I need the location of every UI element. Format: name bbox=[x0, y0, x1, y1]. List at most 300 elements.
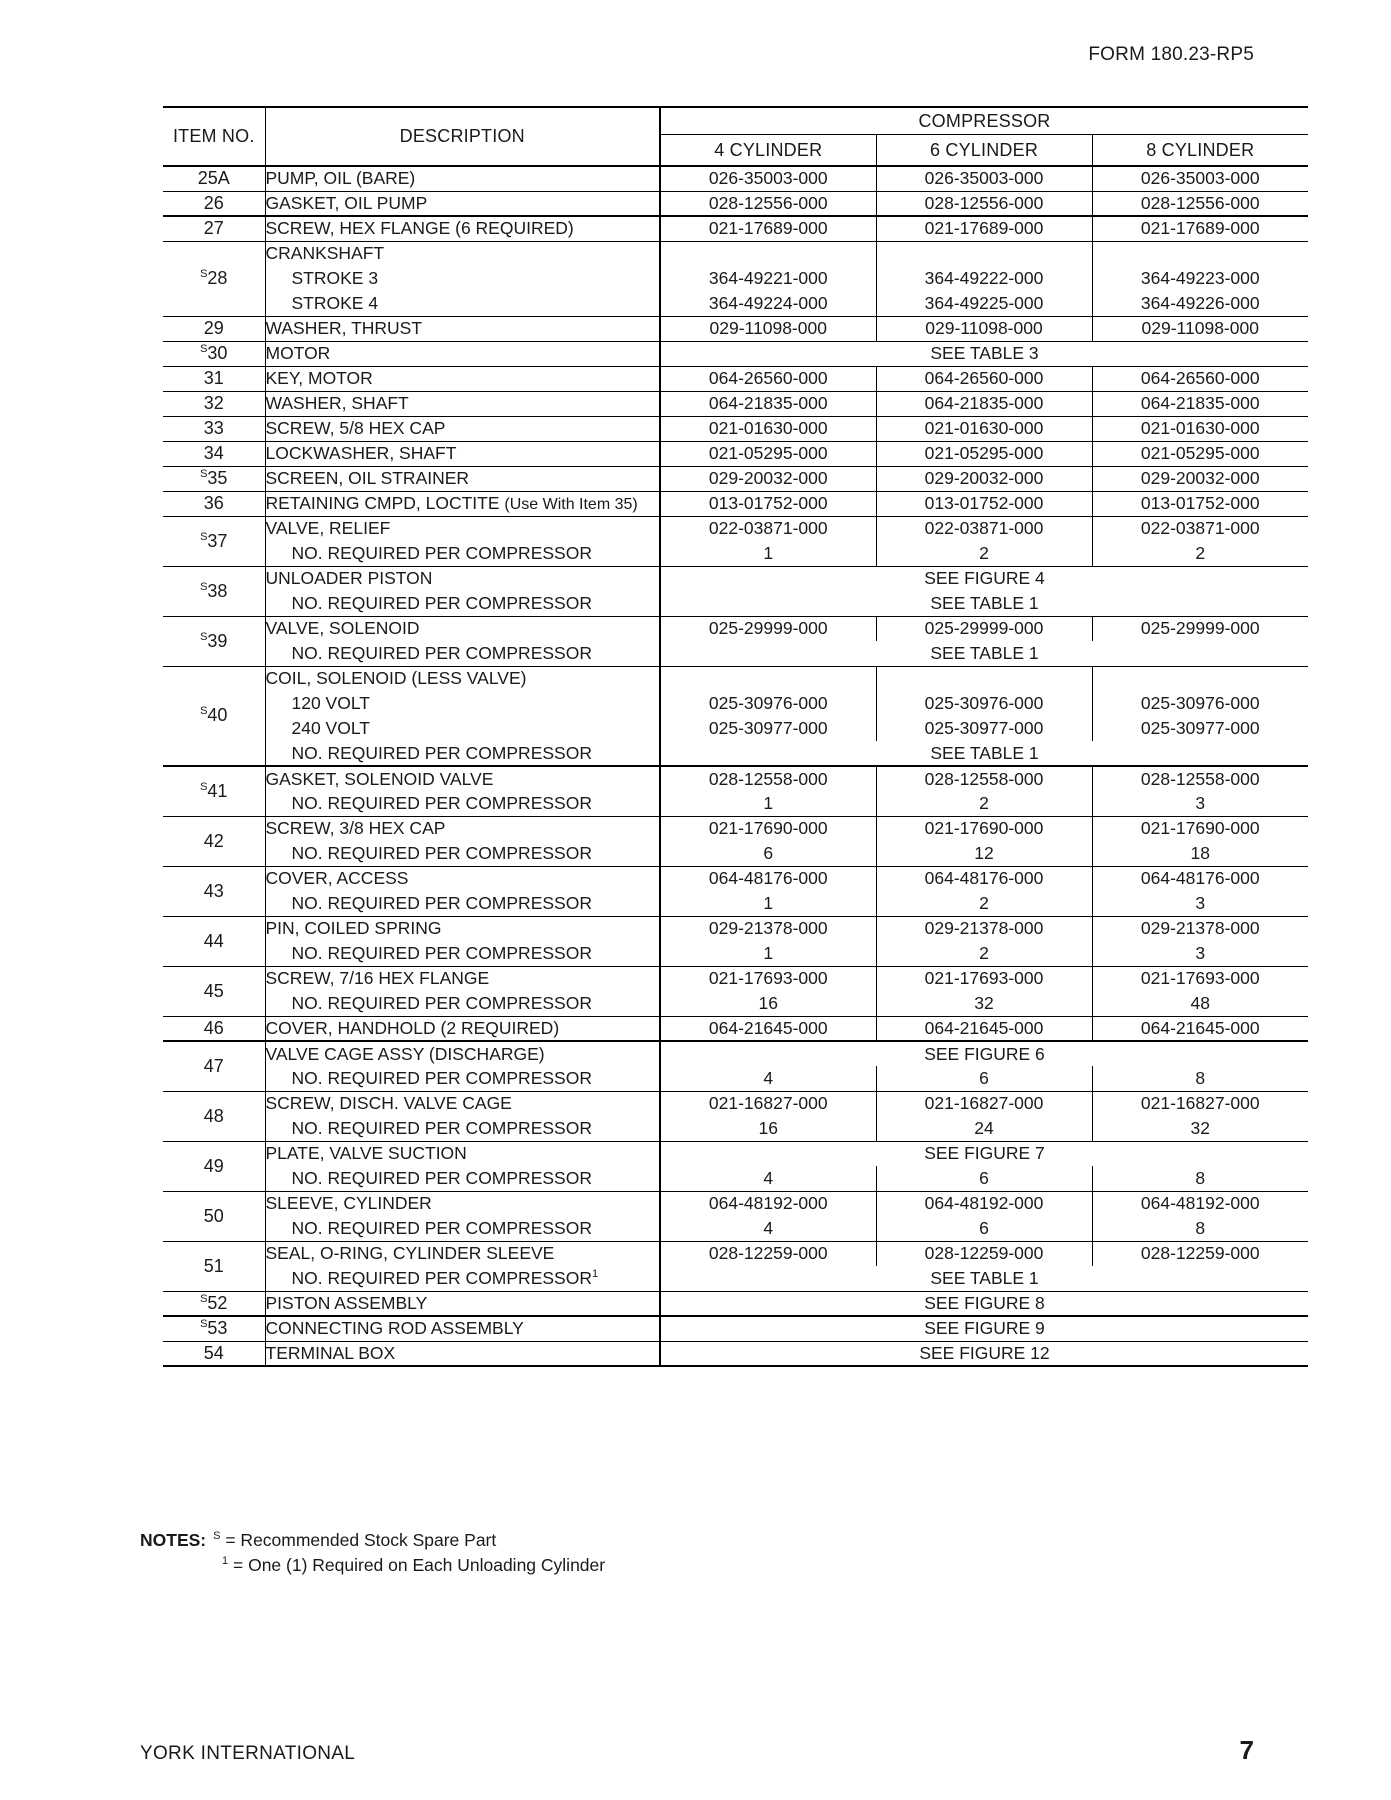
cell-description bbox=[265, 366, 660, 391]
cell-span-reference: SEE FIGURE 8 bbox=[660, 1291, 1308, 1316]
cell-4-cylinder: 4 bbox=[660, 1166, 876, 1191]
cell-4-cylinder: 021-17689-000 bbox=[660, 216, 876, 241]
description-text: NO. REQUIRED PER COMPRESSOR bbox=[291, 992, 592, 1013]
cell-8-cylinder: 021-17690-000 bbox=[1092, 816, 1308, 841]
cell-item-no: 47 bbox=[163, 1041, 265, 1091]
description-text: NO. REQUIRED PER COMPRESSOR bbox=[291, 842, 592, 863]
description-text: NO. REQUIRED PER COMPRESSOR bbox=[291, 1217, 592, 1238]
stock-spare-marker: S bbox=[200, 705, 208, 718]
cell-4-cylinder: 4 bbox=[660, 1216, 876, 1241]
notes-block bbox=[140, 1528, 605, 1579]
cell-4-cylinder: 028-12558-000 bbox=[660, 766, 876, 791]
cell-description bbox=[265, 616, 660, 641]
description-text: NO. REQUIRED PER COMPRESSOR bbox=[291, 1067, 592, 1088]
cell-6-cylinder: 064-21645-000 bbox=[876, 1016, 1092, 1041]
stock-spare-marker: S bbox=[200, 530, 208, 543]
cell-8-cylinder: 022-03871-000 bbox=[1092, 516, 1308, 541]
cell-item-no: 31 bbox=[163, 366, 265, 391]
cell-8-cylinder: 021-05295-000 bbox=[1092, 441, 1308, 466]
table-row bbox=[163, 541, 1308, 566]
description-text: COIL, SOLENOID (LESS VALVE) bbox=[265, 668, 527, 689]
description-text: GASKET, OIL PUMP bbox=[265, 192, 428, 213]
cell-description bbox=[265, 541, 660, 566]
cell-8-cylinder: 3 bbox=[1092, 891, 1308, 916]
table-row bbox=[163, 491, 1308, 516]
cell-6-cylinder: 6 bbox=[876, 1066, 1092, 1091]
column-header-description: DESCRIPTION bbox=[265, 107, 660, 166]
cell-8-cylinder: 021-01630-000 bbox=[1092, 416, 1308, 441]
cell-4-cylinder: 064-21835-000 bbox=[660, 391, 876, 416]
cell-8-cylinder: 364-49226-000 bbox=[1092, 291, 1308, 316]
cell-6-cylinder: 6 bbox=[876, 1216, 1092, 1241]
table-row bbox=[163, 816, 1308, 841]
cell-8-cylinder: 026-35003-000 bbox=[1092, 166, 1308, 191]
stock-spare-marker: S bbox=[200, 580, 208, 593]
cell-8-cylinder: 013-01752-000 bbox=[1092, 491, 1308, 516]
table-row bbox=[163, 891, 1308, 916]
cell-description bbox=[265, 1116, 660, 1141]
cell-8-cylinder: 8 bbox=[1092, 1216, 1308, 1241]
cell-description bbox=[265, 1166, 660, 1191]
cell-6-cylinder: 064-21835-000 bbox=[876, 391, 1092, 416]
cell-6-cylinder: 028-12556-000 bbox=[876, 191, 1092, 216]
table-row bbox=[163, 1016, 1308, 1041]
cell-span-reference: SEE FIGURE 12 bbox=[660, 1341, 1308, 1366]
description-text: VALVE CAGE ASSY (DISCHARGE) bbox=[265, 1043, 545, 1064]
table-row bbox=[163, 991, 1308, 1016]
cell-6-cylinder: 021-16827-000 bbox=[876, 1091, 1092, 1116]
cell-4-cylinder: 064-48192-000 bbox=[660, 1191, 876, 1216]
cell-item-no: 42 bbox=[163, 816, 265, 866]
cell-4-cylinder: 4 bbox=[660, 1066, 876, 1091]
cell-4-cylinder: 1 bbox=[660, 791, 876, 816]
cell-4-cylinder: 364-49221-000 bbox=[660, 266, 876, 291]
table-row bbox=[163, 841, 1308, 866]
cell-6-cylinder bbox=[876, 666, 1092, 691]
cell-6-cylinder: 064-48176-000 bbox=[876, 866, 1092, 891]
cell-description bbox=[265, 591, 660, 616]
cell-8-cylinder: 3 bbox=[1092, 791, 1308, 816]
cell-6-cylinder: 026-35003-000 bbox=[876, 166, 1092, 191]
cell-description bbox=[265, 791, 660, 816]
cell-8-cylinder: 028-12558-000 bbox=[1092, 766, 1308, 791]
table-row bbox=[163, 616, 1308, 641]
cell-4-cylinder: 025-30976-000 bbox=[660, 691, 876, 716]
header-row-top bbox=[163, 107, 1308, 135]
cell-6-cylinder: 029-11098-000 bbox=[876, 316, 1092, 341]
cell-4-cylinder: 6 bbox=[660, 841, 876, 866]
column-header-8-cylinder: 8 CYLINDER bbox=[1092, 135, 1308, 167]
cell-8-cylinder: 028-12259-000 bbox=[1092, 1241, 1308, 1266]
stock-spare-marker: S bbox=[200, 343, 208, 355]
cell-description bbox=[265, 641, 660, 666]
cell-8-cylinder: 3 bbox=[1092, 941, 1308, 966]
cell-item-no: $^S$39 bbox=[163, 616, 265, 666]
table-row bbox=[163, 1241, 1308, 1266]
description-text: MOTOR bbox=[265, 343, 331, 363]
cell-description bbox=[265, 966, 660, 991]
table-row bbox=[163, 1316, 1308, 1341]
cell-6-cylinder: 013-01752-000 bbox=[876, 491, 1092, 516]
cell-span-reference: SEE TABLE 1 bbox=[660, 741, 1308, 766]
footer-page-number: 7 bbox=[1239, 1735, 1254, 1765]
column-header-compressor: COMPRESSOR bbox=[660, 107, 1308, 135]
table-row bbox=[163, 1116, 1308, 1141]
description-text: SCREW, 5/8 HEX CAP bbox=[265, 418, 446, 438]
cell-6-cylinder: 021-17690-000 bbox=[876, 816, 1092, 841]
description-text: NO. REQUIRED PER COMPRESSOR bbox=[291, 642, 592, 663]
description-text: VALVE, SOLENOID bbox=[265, 618, 420, 639]
cell-item-no: 46 bbox=[163, 1016, 265, 1041]
cell-item-no: 36 bbox=[163, 491, 265, 516]
cell-4-cylinder: 021-16827-000 bbox=[660, 1091, 876, 1116]
table-body bbox=[163, 166, 1308, 1366]
description-text: 240 VOLT bbox=[291, 718, 370, 738]
description-text: RETAINING CMPD, LOCTITE bbox=[265, 493, 505, 513]
cell-item-no: $^S$52 bbox=[163, 1291, 265, 1316]
notes-marker-unloading: 1 bbox=[222, 1555, 229, 1568]
cell-6-cylinder: 12 bbox=[876, 841, 1092, 866]
cell-description bbox=[265, 1241, 660, 1266]
cell-description bbox=[265, 1091, 660, 1116]
form-number: FORM 180.23-RP5 bbox=[1088, 44, 1254, 65]
description-text: SLEEVE, CYLINDER bbox=[265, 1193, 432, 1214]
cell-6-cylinder: 32 bbox=[876, 991, 1092, 1016]
notes-line-1 bbox=[140, 1528, 605, 1553]
column-header-4-cylinder: 4 CYLINDER bbox=[660, 135, 876, 167]
notes-line-2 bbox=[140, 1553, 605, 1578]
cell-8-cylinder: 064-48176-000 bbox=[1092, 866, 1308, 891]
cell-item-no: $^S$53 bbox=[163, 1316, 265, 1341]
cell-4-cylinder: 026-35003-000 bbox=[660, 166, 876, 191]
cell-item-no: $^S$30 bbox=[163, 341, 265, 366]
cell-item-no: 29 bbox=[163, 316, 265, 341]
cell-item-no: 51 bbox=[163, 1241, 265, 1291]
cell-6-cylinder: 025-30977-000 bbox=[876, 716, 1092, 741]
cell-8-cylinder: 064-21645-000 bbox=[1092, 1016, 1308, 1041]
cell-4-cylinder: 1 bbox=[660, 941, 876, 966]
table-row bbox=[163, 866, 1308, 891]
parts-table-container bbox=[163, 106, 1308, 1367]
cell-6-cylinder: 022-03871-000 bbox=[876, 516, 1092, 541]
description-text: LOCKWASHER, SHAFT bbox=[265, 443, 457, 463]
stock-spare-marker: S bbox=[200, 1318, 208, 1331]
description-text: NO. REQUIRED PER COMPRESSOR bbox=[291, 1167, 592, 1188]
cell-item-no: $^S$35 bbox=[163, 466, 265, 491]
cell-6-cylinder: 6 bbox=[876, 1166, 1092, 1191]
cell-item-no: 26 bbox=[163, 191, 265, 216]
cell-span-reference: SEE TABLE 1 bbox=[660, 1266, 1308, 1291]
table-row bbox=[163, 166, 1308, 191]
table-row bbox=[163, 966, 1308, 991]
cell-8-cylinder: 364-49223-000 bbox=[1092, 266, 1308, 291]
table-row bbox=[163, 591, 1308, 616]
table-row bbox=[163, 1041, 1308, 1066]
cell-description bbox=[265, 1041, 660, 1066]
cell-item-no: 50 bbox=[163, 1191, 265, 1241]
description-text: KEY, MOTOR bbox=[265, 368, 373, 388]
cell-6-cylinder: 2 bbox=[876, 941, 1092, 966]
cell-item-no: 44 bbox=[163, 916, 265, 966]
cell-4-cylinder: 1 bbox=[660, 891, 876, 916]
cell-item-no: $^S$40 bbox=[163, 666, 265, 766]
description-text: PISTON ASSEMBLY bbox=[265, 1292, 428, 1313]
cell-6-cylinder: 24 bbox=[876, 1116, 1092, 1141]
cell-4-cylinder bbox=[660, 241, 876, 266]
cell-4-cylinder: 16 bbox=[660, 1116, 876, 1141]
cell-description bbox=[265, 391, 660, 416]
table-row bbox=[163, 441, 1308, 466]
cell-span-reference: SEE TABLE 3 bbox=[660, 341, 1308, 366]
cell-6-cylinder: 025-30976-000 bbox=[876, 691, 1092, 716]
table-row bbox=[163, 941, 1308, 966]
cell-6-cylinder: 064-48192-000 bbox=[876, 1191, 1092, 1216]
parts-table bbox=[163, 106, 1308, 1367]
cell-description bbox=[265, 766, 660, 791]
cell-6-cylinder: 2 bbox=[876, 541, 1092, 566]
table-row bbox=[163, 366, 1308, 391]
cell-8-cylinder: 064-26560-000 bbox=[1092, 366, 1308, 391]
cell-description bbox=[265, 666, 660, 691]
table-row bbox=[163, 466, 1308, 491]
cell-description bbox=[265, 941, 660, 966]
cell-4-cylinder: 028-12259-000 bbox=[660, 1241, 876, 1266]
cell-4-cylinder: 021-17693-000 bbox=[660, 966, 876, 991]
cell-item-no: 54 bbox=[163, 1341, 265, 1366]
cell-item-no: $^S$28 bbox=[163, 241, 265, 316]
cell-4-cylinder: 364-49224-000 bbox=[660, 291, 876, 316]
cell-description bbox=[265, 741, 660, 766]
table-row bbox=[163, 1266, 1308, 1291]
description-text: VALVE, RELIEF bbox=[265, 518, 391, 539]
stock-spare-marker: S bbox=[200, 1292, 208, 1305]
cell-description bbox=[265, 191, 660, 216]
description-text: TERMINAL BOX bbox=[265, 1342, 396, 1363]
cell-description bbox=[265, 566, 660, 591]
cell-description bbox=[265, 316, 660, 341]
table-row bbox=[163, 791, 1308, 816]
cell-8-cylinder: 029-21378-000 bbox=[1092, 916, 1308, 941]
cell-6-cylinder: 2 bbox=[876, 891, 1092, 916]
cell-item-no: 45 bbox=[163, 966, 265, 1016]
description-text: STROKE 3 bbox=[291, 268, 379, 288]
cell-4-cylinder: 028-12556-000 bbox=[660, 191, 876, 216]
cell-description bbox=[265, 716, 660, 741]
table-row bbox=[163, 1291, 1308, 1316]
cell-8-cylinder: 029-20032-000 bbox=[1092, 466, 1308, 491]
cell-description bbox=[265, 991, 660, 1016]
description-text: SCREW, HEX FLANGE (6 REQUIRED) bbox=[265, 218, 574, 239]
description-text: SEAL, O-RING, CYLINDER SLEEVE bbox=[265, 1243, 555, 1264]
cell-4-cylinder: 029-20032-000 bbox=[660, 466, 876, 491]
notes-text-unloading: = One (1) Required on Each Unloading Cylinder bbox=[233, 1555, 606, 1576]
cell-8-cylinder: 025-30977-000 bbox=[1092, 716, 1308, 741]
cell-6-cylinder: 021-17689-000 bbox=[876, 216, 1092, 241]
description-text: COVER, HANDHOLD (2 REQUIRED) bbox=[265, 1017, 560, 1038]
table-row bbox=[163, 291, 1308, 316]
cell-8-cylinder: 021-16827-000 bbox=[1092, 1091, 1308, 1116]
cell-description bbox=[265, 266, 660, 291]
cell-item-no: $^S$37 bbox=[163, 516, 265, 566]
cell-4-cylinder: 064-48176-000 bbox=[660, 866, 876, 891]
cell-item-no: 32 bbox=[163, 391, 265, 416]
cell-6-cylinder: 025-29999-000 bbox=[876, 616, 1092, 641]
description-note: (Use With Item 35) bbox=[504, 496, 638, 513]
cell-item-no: $^S$41 bbox=[163, 766, 265, 816]
cell-description bbox=[265, 491, 660, 516]
description-text: SCREW, 3/8 HEX CAP bbox=[265, 818, 446, 839]
description-text: PLATE, VALVE SUCTION bbox=[265, 1143, 467, 1164]
cell-description bbox=[265, 241, 660, 266]
cell-4-cylinder: 16 bbox=[660, 991, 876, 1016]
cell-6-cylinder: 029-20032-000 bbox=[876, 466, 1092, 491]
cell-4-cylinder: 064-21645-000 bbox=[660, 1016, 876, 1041]
cell-item-no: 27 bbox=[163, 216, 265, 241]
cell-description bbox=[265, 841, 660, 866]
cell-description bbox=[265, 1191, 660, 1216]
cell-8-cylinder: 029-11098-000 bbox=[1092, 316, 1308, 341]
cell-8-cylinder: 18 bbox=[1092, 841, 1308, 866]
description-text: CRANKSHAFT bbox=[265, 243, 385, 264]
table-row bbox=[163, 916, 1308, 941]
cell-description bbox=[265, 291, 660, 316]
cell-description bbox=[265, 341, 660, 366]
description-text: COVER, ACCESS bbox=[265, 868, 409, 889]
cell-8-cylinder: 025-29999-000 bbox=[1092, 616, 1308, 641]
cell-6-cylinder: 028-12259-000 bbox=[876, 1241, 1092, 1266]
cell-span-reference: SEE FIGURE 9 bbox=[660, 1316, 1308, 1341]
cell-description bbox=[265, 166, 660, 191]
table-row bbox=[163, 391, 1308, 416]
stock-spare-marker: S bbox=[200, 468, 208, 480]
notes-marker-stock: S bbox=[213, 1530, 221, 1543]
cell-8-cylinder: 021-17693-000 bbox=[1092, 966, 1308, 991]
cell-description bbox=[265, 816, 660, 841]
description-text: SCREW, DISCH. VALVE CAGE bbox=[265, 1093, 512, 1114]
description-text: STROKE 4 bbox=[291, 292, 379, 313]
cell-6-cylinder: 021-17693-000 bbox=[876, 966, 1092, 991]
cell-4-cylinder: 021-17690-000 bbox=[660, 816, 876, 841]
cell-4-cylinder: 025-29999-000 bbox=[660, 616, 876, 641]
cell-8-cylinder: 064-48192-000 bbox=[1092, 1191, 1308, 1216]
cell-description bbox=[265, 691, 660, 716]
description-text: WASHER, THRUST bbox=[265, 318, 423, 338]
table-row bbox=[163, 766, 1308, 791]
stock-spare-marker: S bbox=[200, 268, 208, 280]
cell-description bbox=[265, 891, 660, 916]
cell-description bbox=[265, 216, 660, 241]
table-row bbox=[163, 266, 1308, 291]
description-text: NO. REQUIRED PER COMPRESSOR bbox=[291, 542, 592, 563]
description-text: 120 VOLT bbox=[291, 693, 370, 713]
notes-text-stock: = Recommended Stock Spare Part bbox=[225, 1530, 497, 1550]
cell-8-cylinder: 028-12556-000 bbox=[1092, 191, 1308, 216]
cell-description bbox=[265, 416, 660, 441]
table-row bbox=[163, 1216, 1308, 1241]
cell-description bbox=[265, 866, 660, 891]
table-row bbox=[163, 1141, 1308, 1166]
description-text: NO. REQUIRED PER COMPRESSOR bbox=[291, 742, 592, 763]
cell-4-cylinder: 021-05295-000 bbox=[660, 441, 876, 466]
table-row bbox=[163, 191, 1308, 216]
cell-span-reference: SEE FIGURE 6 bbox=[660, 1041, 1308, 1066]
description-text: NO. REQUIRED PER COMPRESSOR bbox=[291, 1117, 592, 1138]
table-row bbox=[163, 241, 1308, 266]
column-header-6-cylinder: 6 CYLINDER bbox=[876, 135, 1092, 167]
cell-4-cylinder: 021-01630-000 bbox=[660, 416, 876, 441]
cell-item-no: 33 bbox=[163, 416, 265, 441]
cell-8-cylinder: 8 bbox=[1092, 1166, 1308, 1191]
cell-4-cylinder bbox=[660, 666, 876, 691]
cell-item-no: 43 bbox=[163, 866, 265, 916]
cell-8-cylinder bbox=[1092, 666, 1308, 691]
description-text: PIN, COILED SPRING bbox=[265, 918, 442, 939]
cell-item-no: 49 bbox=[163, 1141, 265, 1191]
description-text: UNLOADER PISTON bbox=[265, 568, 433, 589]
table-row bbox=[163, 216, 1308, 241]
description-text: NO. REQUIRED PER COMPRESSOR bbox=[291, 1267, 592, 1288]
cell-span-reference: SEE TABLE 1 bbox=[660, 591, 1308, 616]
cell-description bbox=[265, 1216, 660, 1241]
table-row bbox=[163, 1341, 1308, 1366]
cell-description bbox=[265, 466, 660, 491]
cell-4-cylinder: 025-30977-000 bbox=[660, 716, 876, 741]
cell-item-no: 48 bbox=[163, 1091, 265, 1141]
cell-description bbox=[265, 1066, 660, 1091]
cell-span-reference: SEE FIGURE 7 bbox=[660, 1141, 1308, 1166]
table-row bbox=[163, 666, 1308, 691]
cell-description bbox=[265, 441, 660, 466]
cell-6-cylinder: 364-49225-000 bbox=[876, 291, 1092, 316]
table-row bbox=[163, 341, 1308, 366]
cell-description bbox=[265, 1016, 660, 1041]
description-text: NO. REQUIRED PER COMPRESSOR bbox=[291, 592, 592, 613]
cell-description bbox=[265, 1341, 660, 1366]
cell-8-cylinder: 064-21835-000 bbox=[1092, 391, 1308, 416]
table-row bbox=[163, 741, 1308, 766]
description-text: GASKET, SOLENOID VALVE bbox=[265, 768, 494, 789]
cell-description bbox=[265, 516, 660, 541]
cell-8-cylinder: 48 bbox=[1092, 991, 1308, 1016]
cell-6-cylinder: 021-05295-000 bbox=[876, 441, 1092, 466]
cell-4-cylinder: 029-21378-000 bbox=[660, 916, 876, 941]
table-header bbox=[163, 107, 1308, 166]
table-row bbox=[163, 1191, 1308, 1216]
description-text: WASHER, SHAFT bbox=[265, 393, 409, 413]
cell-description bbox=[265, 1141, 660, 1166]
footnote-marker: 1 bbox=[591, 1267, 599, 1280]
table-row bbox=[163, 1091, 1308, 1116]
cell-span-reference: SEE TABLE 1 bbox=[660, 641, 1308, 666]
column-header-item-no: ITEM NO. bbox=[163, 107, 265, 166]
table-row bbox=[163, 516, 1308, 541]
table-row bbox=[163, 416, 1308, 441]
cell-4-cylinder: 064-26560-000 bbox=[660, 366, 876, 391]
cell-6-cylinder: 021-01630-000 bbox=[876, 416, 1092, 441]
notes-label: NOTES: bbox=[140, 1530, 207, 1550]
cell-6-cylinder: 029-21378-000 bbox=[876, 916, 1092, 941]
cell-6-cylinder: 364-49222-000 bbox=[876, 266, 1092, 291]
cell-6-cylinder bbox=[876, 241, 1092, 266]
cell-6-cylinder: 2 bbox=[876, 791, 1092, 816]
cell-span-reference: SEE FIGURE 4 bbox=[660, 566, 1308, 591]
table-row bbox=[163, 566, 1308, 591]
footer-brand: YORK INTERNATIONAL bbox=[140, 1743, 356, 1764]
table-row bbox=[163, 1166, 1308, 1191]
cell-description bbox=[265, 1291, 660, 1316]
description-text: CONNECTING ROD ASSEMBLY bbox=[265, 1318, 524, 1339]
cell-4-cylinder: 029-11098-000 bbox=[660, 316, 876, 341]
